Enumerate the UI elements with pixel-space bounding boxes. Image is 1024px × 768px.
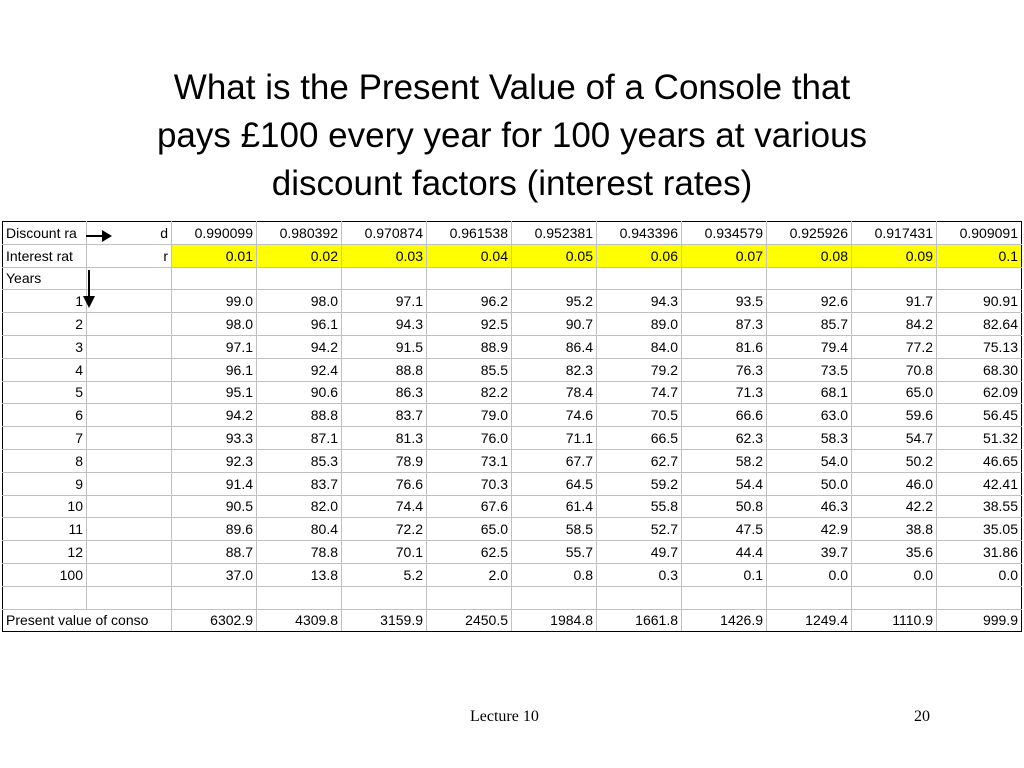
pv-cell: 55.8	[597, 495, 682, 518]
pv-cell: 58.5	[512, 518, 597, 541]
interest-value: 0.03	[342, 244, 427, 267]
pv-cell: 90.7	[512, 313, 597, 336]
empty-cell	[342, 586, 427, 609]
year-cell: 12	[3, 541, 87, 564]
pv-cell: 95.2	[512, 290, 597, 313]
pv-cell: 2.0	[427, 563, 512, 586]
pv-cell: 46.0	[852, 472, 937, 495]
table-row	[3, 313, 1022, 336]
pv-cell: 59.2	[597, 472, 682, 495]
pv-cell: 98.0	[257, 290, 342, 313]
empty-cell	[87, 404, 172, 427]
present-value-total: 1249.4	[767, 609, 852, 632]
empty-cell	[427, 586, 512, 609]
table-row	[3, 495, 1022, 518]
empty-cell	[87, 313, 172, 336]
year-cell: 6	[3, 404, 87, 427]
footer-lecture-label: Lecture 10	[470, 708, 539, 725]
pv-cell: 31.86	[937, 541, 1022, 564]
empty-cell	[682, 267, 767, 290]
pv-cell: 97.1	[342, 290, 427, 313]
discount-rate-label: Discount ra	[3, 222, 87, 245]
pv-cell: 86.4	[512, 335, 597, 358]
pv-cell: 85.5	[427, 358, 512, 381]
discount-value: 0.917431	[852, 222, 937, 245]
pv-cell: 81.6	[682, 335, 767, 358]
pv-cell: 42.2	[852, 495, 937, 518]
pv-cell: 63.0	[767, 404, 852, 427]
discount-value: 0.970874	[342, 222, 427, 245]
table-row	[3, 518, 1022, 541]
table-row	[3, 335, 1022, 358]
interest-value: 0.07	[682, 244, 767, 267]
years-label: Years	[3, 267, 87, 290]
pv-cell: 0.0	[937, 563, 1022, 586]
pv-cell: 90.5	[172, 495, 257, 518]
pv-cell: 85.7	[767, 313, 852, 336]
table-row	[3, 472, 1022, 495]
slide-title	[60, 64, 964, 208]
pv-cell: 58.3	[767, 427, 852, 450]
year-cell: 3	[3, 335, 87, 358]
empty-cell	[937, 586, 1022, 609]
pv-cell: 93.3	[172, 427, 257, 450]
pv-cell: 70.5	[597, 404, 682, 427]
pv-cell: 59.6	[852, 404, 937, 427]
empty-cell	[767, 586, 852, 609]
pv-cell: 99.0	[172, 290, 257, 313]
empty-cell	[852, 586, 937, 609]
year-cell: 2	[3, 313, 87, 336]
pv-cell: 35.6	[852, 541, 937, 564]
empty-cell	[87, 358, 172, 381]
empty-cell	[87, 495, 172, 518]
pv-cell: 88.9	[427, 335, 512, 358]
pv-cell: 91.5	[342, 335, 427, 358]
pv-cell: 74.7	[597, 381, 682, 404]
year-cell: 1	[3, 290, 87, 313]
empty-cell	[257, 267, 342, 290]
interest-rate-row	[3, 244, 1022, 267]
year-cell: 100	[3, 563, 87, 586]
year-cell: 8	[3, 449, 87, 472]
empty-cell	[87, 541, 172, 564]
pv-cell: 94.3	[342, 313, 427, 336]
empty-cell	[257, 586, 342, 609]
interest-value: 0.02	[257, 244, 342, 267]
table-row	[3, 541, 1022, 564]
pv-cell: 70.8	[852, 358, 937, 381]
present-value-total: 4309.8	[257, 609, 342, 632]
pv-cell: 92.5	[427, 313, 512, 336]
pv-cell: 61.4	[512, 495, 597, 518]
year-cell: 9	[3, 472, 87, 495]
pv-cell: 37.0	[172, 563, 257, 586]
pv-cell: 88.8	[257, 404, 342, 427]
pv-cell: 70.3	[427, 472, 512, 495]
discount-value: 0.943396	[597, 222, 682, 245]
pv-cell: 79.2	[597, 358, 682, 381]
present-value-total: 3159.9	[342, 609, 427, 632]
pv-cell: 0.1	[682, 563, 767, 586]
discount-value: 0.934579	[682, 222, 767, 245]
empty-cell	[512, 267, 597, 290]
pv-cell: 92.4	[257, 358, 342, 381]
interest-value: 0.08	[767, 244, 852, 267]
pv-cell: 95.1	[172, 381, 257, 404]
pv-cell: 73.5	[767, 358, 852, 381]
pv-cell: 38.55	[937, 495, 1022, 518]
pv-cell: 83.7	[342, 404, 427, 427]
empty-cell	[597, 586, 682, 609]
pv-cell: 54.7	[852, 427, 937, 450]
pv-cell: 82.64	[937, 313, 1022, 336]
pv-cell: 72.2	[342, 518, 427, 541]
discount-value: 0.925926	[767, 222, 852, 245]
pv-cell: 47.5	[682, 518, 767, 541]
title-line-2: pays £100 every year for 100 years at various	[156, 116, 868, 155]
pv-cell: 64.5	[512, 472, 597, 495]
pv-cell: 71.1	[512, 427, 597, 450]
empty-cell	[87, 267, 172, 290]
pv-cell: 79.4	[767, 335, 852, 358]
pv-cell: 94.3	[597, 290, 682, 313]
interest-rate-label: Interest rat	[3, 244, 87, 267]
pv-cell: 81.3	[342, 427, 427, 450]
interest-value: 0.04	[427, 244, 512, 267]
pv-cell: 94.2	[172, 404, 257, 427]
pv-cell: 96.2	[427, 290, 512, 313]
pv-cell: 78.8	[257, 541, 342, 564]
empty-cell	[172, 267, 257, 290]
present-value-total: 999.9	[937, 609, 1022, 632]
pv-cell: 44.4	[682, 541, 767, 564]
pv-cell: 85.3	[257, 449, 342, 472]
table-body	[3, 222, 1022, 632]
discount-rate-row	[3, 222, 1022, 245]
pv-cell: 82.3	[512, 358, 597, 381]
pv-cell: 54.0	[767, 449, 852, 472]
pv-cell: 88.7	[172, 541, 257, 564]
discount-value: 0.909091	[937, 222, 1022, 245]
empty-cell	[87, 335, 172, 358]
empty-cell	[87, 381, 172, 404]
title-line-3: discount factors (interest rates)	[271, 164, 753, 203]
present-value-total: 1661.8	[597, 609, 682, 632]
discount-rate-symbol: d	[87, 222, 172, 245]
year-cell: 10	[3, 495, 87, 518]
pv-cell: 82.2	[427, 381, 512, 404]
present-value-total: 1984.8	[512, 609, 597, 632]
pv-cell: 87.1	[257, 427, 342, 450]
pv-cell: 50.8	[682, 495, 767, 518]
pv-cell: 0.8	[512, 563, 597, 586]
pv-cell: 5.2	[342, 563, 427, 586]
discount-value: 0.952381	[512, 222, 597, 245]
discount-value: 0.990099	[172, 222, 257, 245]
empty-cell	[427, 267, 512, 290]
pv-cell: 89.6	[172, 518, 257, 541]
interest-value: 0.09	[852, 244, 937, 267]
interest-value: 0.06	[597, 244, 682, 267]
pv-cell: 84.2	[852, 313, 937, 336]
pv-cell: 68.30	[937, 358, 1022, 381]
discount-value: 0.961538	[427, 222, 512, 245]
empty-cell	[87, 449, 172, 472]
pv-cell: 97.1	[172, 335, 257, 358]
pv-cell: 55.7	[512, 541, 597, 564]
pv-cell: 77.2	[852, 335, 937, 358]
year-cell: 5	[3, 381, 87, 404]
empty-cell	[512, 586, 597, 609]
pv-cell: 58.2	[682, 449, 767, 472]
pv-cell: 0.0	[852, 563, 937, 586]
pv-cell: 75.13	[937, 335, 1022, 358]
blank-row	[3, 586, 1022, 609]
pv-cell: 54.4	[682, 472, 767, 495]
table-row	[3, 449, 1022, 472]
pv-cell: 91.7	[852, 290, 937, 313]
empty-cell	[682, 586, 767, 609]
empty-cell	[172, 586, 257, 609]
pv-cell: 0.0	[767, 563, 852, 586]
pv-cell: 84.0	[597, 335, 682, 358]
pv-cell: 68.1	[767, 381, 852, 404]
pv-cell: 86.3	[342, 381, 427, 404]
year-cell: 7	[3, 427, 87, 450]
pv-cell: 0.3	[597, 563, 682, 586]
empty-cell	[597, 267, 682, 290]
pv-cell: 96.1	[172, 358, 257, 381]
table-row	[3, 427, 1022, 450]
table-row	[3, 381, 1022, 404]
empty-cell	[767, 267, 852, 290]
pv-cell: 74.6	[512, 404, 597, 427]
present-value-table	[2, 221, 1022, 632]
pv-cell: 67.6	[427, 495, 512, 518]
table-row	[3, 358, 1022, 381]
present-value-total: 6302.9	[172, 609, 257, 632]
present-value-total-row	[3, 609, 1022, 632]
pv-cell: 70.1	[342, 541, 427, 564]
empty-cell	[87, 290, 172, 313]
pv-cell: 50.0	[767, 472, 852, 495]
pv-cell: 66.6	[682, 404, 767, 427]
discount-value: 0.980392	[257, 222, 342, 245]
interest-value: 0.1	[937, 244, 1022, 267]
title-line-1: What is the Present Value of a Console that	[173, 68, 851, 107]
pv-cell: 93.5	[682, 290, 767, 313]
present-value-total: 1426.9	[682, 609, 767, 632]
pv-cell: 65.0	[852, 381, 937, 404]
pv-cell: 96.1	[257, 313, 342, 336]
present-value-label: Present value of conso	[3, 609, 172, 632]
pv-cell: 80.4	[257, 518, 342, 541]
present-value-total: 2450.5	[427, 609, 512, 632]
table-row	[3, 563, 1022, 586]
empty-cell	[87, 586, 172, 609]
pv-cell: 56.45	[937, 404, 1022, 427]
pv-cell: 91.4	[172, 472, 257, 495]
pv-cell: 89.0	[597, 313, 682, 336]
footer-page-number: 20	[914, 708, 930, 725]
empty-cell	[87, 472, 172, 495]
table-row	[3, 290, 1022, 313]
pv-cell: 76.6	[342, 472, 427, 495]
interest-value: 0.05	[512, 244, 597, 267]
pv-cell: 90.6	[257, 381, 342, 404]
pv-cell: 76.0	[427, 427, 512, 450]
empty-cell	[3, 586, 87, 609]
pv-cell: 92.3	[172, 449, 257, 472]
pv-cell: 49.7	[597, 541, 682, 564]
interest-rate-symbol: r	[87, 244, 172, 267]
pv-cell: 46.65	[937, 449, 1022, 472]
empty-cell	[87, 563, 172, 586]
empty-cell	[87, 427, 172, 450]
pv-cell: 92.6	[767, 290, 852, 313]
pv-cell: 94.2	[257, 335, 342, 358]
pv-cell: 88.8	[342, 358, 427, 381]
pv-cell: 98.0	[172, 313, 257, 336]
pv-cell: 62.7	[597, 449, 682, 472]
pv-cell: 73.1	[427, 449, 512, 472]
pv-cell: 82.0	[257, 495, 342, 518]
empty-cell	[852, 267, 937, 290]
years-header-row	[3, 267, 1022, 290]
year-cell: 11	[3, 518, 87, 541]
pv-cell: 87.3	[682, 313, 767, 336]
pv-cell: 67.7	[512, 449, 597, 472]
year-cell: 4	[3, 358, 87, 381]
table-row	[3, 404, 1022, 427]
pv-cell: 62.09	[937, 381, 1022, 404]
pv-cell: 46.3	[767, 495, 852, 518]
pv-cell: 42.41	[937, 472, 1022, 495]
empty-cell	[342, 267, 427, 290]
pv-cell: 51.32	[937, 427, 1022, 450]
pv-cell: 62.5	[427, 541, 512, 564]
empty-cell	[87, 518, 172, 541]
pv-cell: 83.7	[257, 472, 342, 495]
pv-cell: 52.7	[597, 518, 682, 541]
pv-cell: 39.7	[767, 541, 852, 564]
pv-cell: 50.2	[852, 449, 937, 472]
pv-cell: 66.5	[597, 427, 682, 450]
pv-cell: 13.8	[257, 563, 342, 586]
pv-cell: 74.4	[342, 495, 427, 518]
pv-cell: 76.3	[682, 358, 767, 381]
pv-cell: 90.91	[937, 290, 1022, 313]
interest-value: 0.01	[172, 244, 257, 267]
present-value-total: 1110.9	[852, 609, 937, 632]
pv-cell: 42.9	[767, 518, 852, 541]
pv-cell: 79.0	[427, 404, 512, 427]
pv-cell: 71.3	[682, 381, 767, 404]
pv-cell: 78.4	[512, 381, 597, 404]
pv-cell: 35.05	[937, 518, 1022, 541]
pv-cell: 78.9	[342, 449, 427, 472]
empty-cell	[937, 267, 1022, 290]
pv-cell: 38.8	[852, 518, 937, 541]
pv-cell: 62.3	[682, 427, 767, 450]
pv-cell: 65.0	[427, 518, 512, 541]
